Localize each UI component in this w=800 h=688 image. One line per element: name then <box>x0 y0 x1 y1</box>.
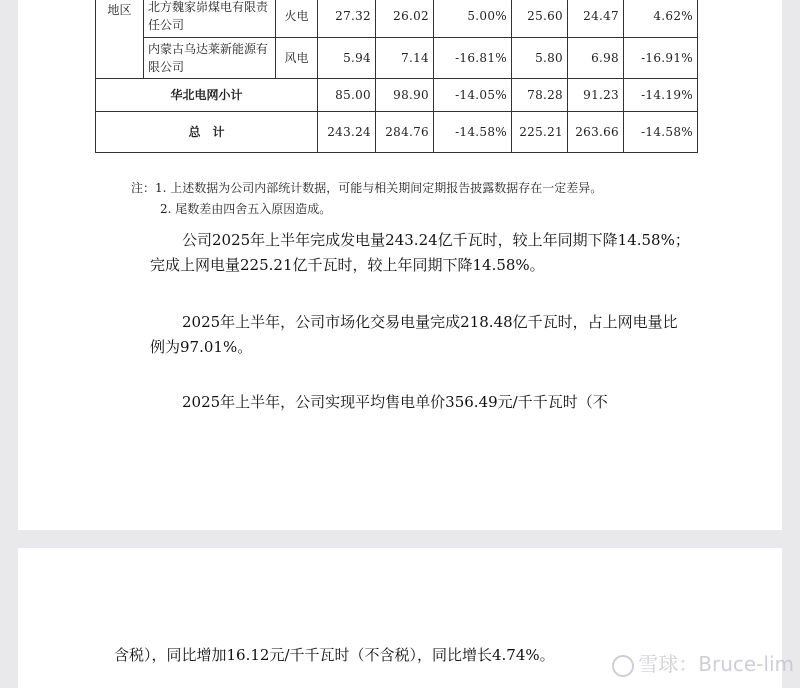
value-cell: 98.90 <box>376 79 434 112</box>
value-cell: 243.24 <box>318 112 376 153</box>
paragraph: 公司2025年上半年完成发电量243.24亿千瓦时，较上年同期下降14.58%；完成上网电量225.21亿千瓦时，较上年同期下降14.58%。 <box>150 231 690 274</box>
subtotal-label: 华北电网小计 <box>96 79 318 112</box>
value-cell: -16.81% <box>434 38 512 79</box>
value-cell: 5.80 <box>512 38 568 79</box>
watermark-text: 雪球：Bruce-lim <box>638 652 794 676</box>
paragraph: 2025年上半年，公司实现平均售电单价356.49元/千千瓦时（不 <box>182 393 608 411</box>
value-cell: 7.14 <box>376 38 434 79</box>
note-line: 2. 尾数差由四舍五入原因造成。 <box>160 202 332 216</box>
value-cell: -14.58% <box>624 112 698 153</box>
table-notes <box>131 178 602 220</box>
watermark <box>612 648 794 677</box>
value-cell: 6.98 <box>568 38 624 79</box>
document-page-1 <box>18 0 782 530</box>
value-cell: 25.60 <box>512 0 568 38</box>
value-cell: 4.62% <box>624 0 698 38</box>
subtotal-row <box>96 79 698 112</box>
table-row <box>96 38 698 79</box>
value-cell: 284.76 <box>376 112 434 153</box>
total-label: 总 计 <box>96 112 318 153</box>
value-cell: 78.28 <box>512 79 568 112</box>
company-name-cell: 北方魏家峁煤电有限责任公司 <box>144 0 276 38</box>
value-cell: -16.91% <box>624 38 698 79</box>
company-name-cell: 内蒙古乌达莱新能源有限公司 <box>144 38 276 79</box>
value-cell: -14.58% <box>434 112 512 153</box>
paragraph: 含税），同比增加16.12元/千千瓦时（不含税），同比增长4.74%。 <box>114 646 555 664</box>
value-cell: 263.66 <box>568 112 624 153</box>
value-cell: 5.00% <box>434 0 512 38</box>
table-row <box>96 0 698 38</box>
region-cell: 地区 <box>96 0 144 79</box>
value-cell: 26.02 <box>376 0 434 38</box>
value-cell: 225.21 <box>512 112 568 153</box>
note-line: 注：1. 上述数据为公司内部统计数据，可能与相关期间定期报告披露数据存在一定差异。 <box>131 181 603 195</box>
value-cell: -14.05% <box>434 79 512 112</box>
type-cell: 风电 <box>276 38 318 79</box>
value-cell: 24.47 <box>568 0 624 38</box>
value-cell: -14.19% <box>624 79 698 112</box>
snowball-logo-icon <box>612 655 634 677</box>
value-cell: 91.23 <box>568 79 624 112</box>
type-cell: 火电 <box>276 0 318 38</box>
value-cell: 27.32 <box>318 0 376 38</box>
total-row <box>96 112 698 153</box>
value-cell: 5.94 <box>318 38 376 79</box>
power-generation-table <box>95 0 698 153</box>
paragraph: 2025年上半年，公司市场化交易电量完成218.48亿千瓦时，占上网电量比例为97.01%。 <box>150 313 678 356</box>
value-cell: 85.00 <box>318 79 376 112</box>
